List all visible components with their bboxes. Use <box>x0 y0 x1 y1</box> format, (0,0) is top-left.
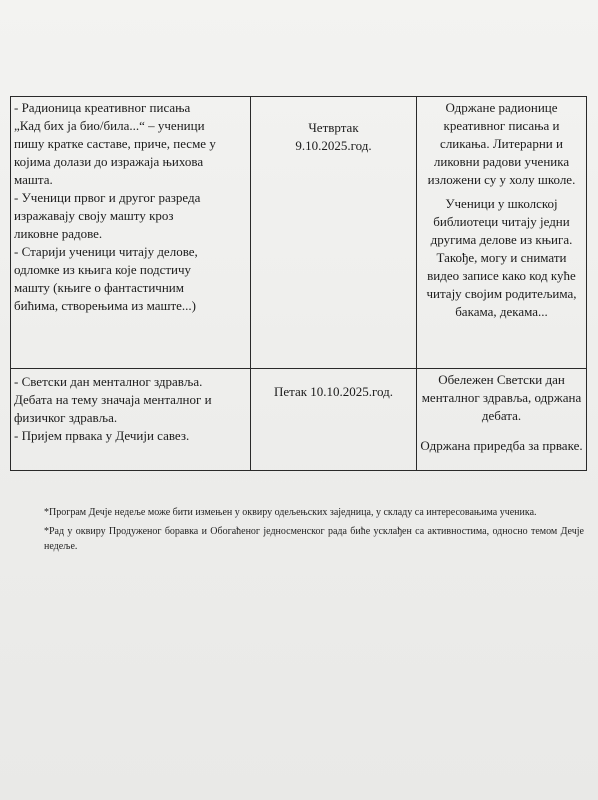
activity-line: физичког здравља. <box>14 410 118 425</box>
activity-line: машта. <box>14 172 53 187</box>
result-paragraph: Одржана приредба за прваке. <box>420 438 583 453</box>
result-cell <box>417 97 587 369</box>
result-paragraph: Обележен Светски дан менталног здравља, одржана дебата. <box>421 372 582 423</box>
activity-line: - Ученици првог и другог разреда <box>14 190 201 205</box>
result-paragraph: Одржане радионице креативног писања и сликања. Литерарни и ликовни радови ученика изложени су у холу школе. <box>427 100 576 187</box>
activity-line: - Пријем првака у Дечији савез. <box>14 428 190 443</box>
date-day: Четвртак <box>308 120 359 135</box>
activity-line: изражавају своју машту кроз <box>14 208 174 223</box>
date-cell <box>251 97 417 369</box>
footnote: *Рад у оквиру Продуженог боравка и Обогаћеног једносменског рада биће усклађен са активностима, односно темом Дечје недеље. <box>44 526 584 552</box>
activity-line: - Радионица креативног писања <box>14 100 191 115</box>
activity-line: пишу кратке саставе, приче, песме у <box>14 136 216 151</box>
table-row <box>11 97 587 369</box>
activity-line: „Кад бих ја био/била...“ – ученици <box>14 118 205 133</box>
program-table <box>10 96 587 471</box>
footnotes <box>44 505 584 558</box>
activity-line: - Светски дан менталног здравља. <box>14 374 203 389</box>
activity-line: бићима, створењима из маште...) <box>14 298 197 313</box>
activity-line: којима долази до изражаја њихова <box>14 154 204 169</box>
result-paragraph: Ученици у школској библиотеци читају једни другима делове из књига. Такође, могу и снимати видео записе како код куће читају својим родитељима, бакама, декама... <box>426 196 577 319</box>
activity-cell <box>11 369 251 471</box>
activity-line: ликовне радове. <box>14 226 103 241</box>
activity-line: машту (књиге о фантастичним <box>14 280 184 295</box>
activity-line: - Старији ученици читају делове, <box>14 244 198 259</box>
activity-line: одломке из књига које подстичу <box>14 262 192 277</box>
activity-cell <box>11 97 251 369</box>
result-cell <box>417 369 587 471</box>
date-value: 9.10.2025.год. <box>295 138 372 153</box>
table-row <box>11 369 587 471</box>
activity-line: Дебата на тему значаја менталног и <box>14 392 212 407</box>
footnote: *Програм Дечје недеље може бити измењен у оквиру одељењских заједница, у складу са интересовањима ученика. <box>44 507 537 518</box>
date-value: Петак 10.10.2025.год. <box>273 384 394 399</box>
date-cell <box>251 369 417 471</box>
